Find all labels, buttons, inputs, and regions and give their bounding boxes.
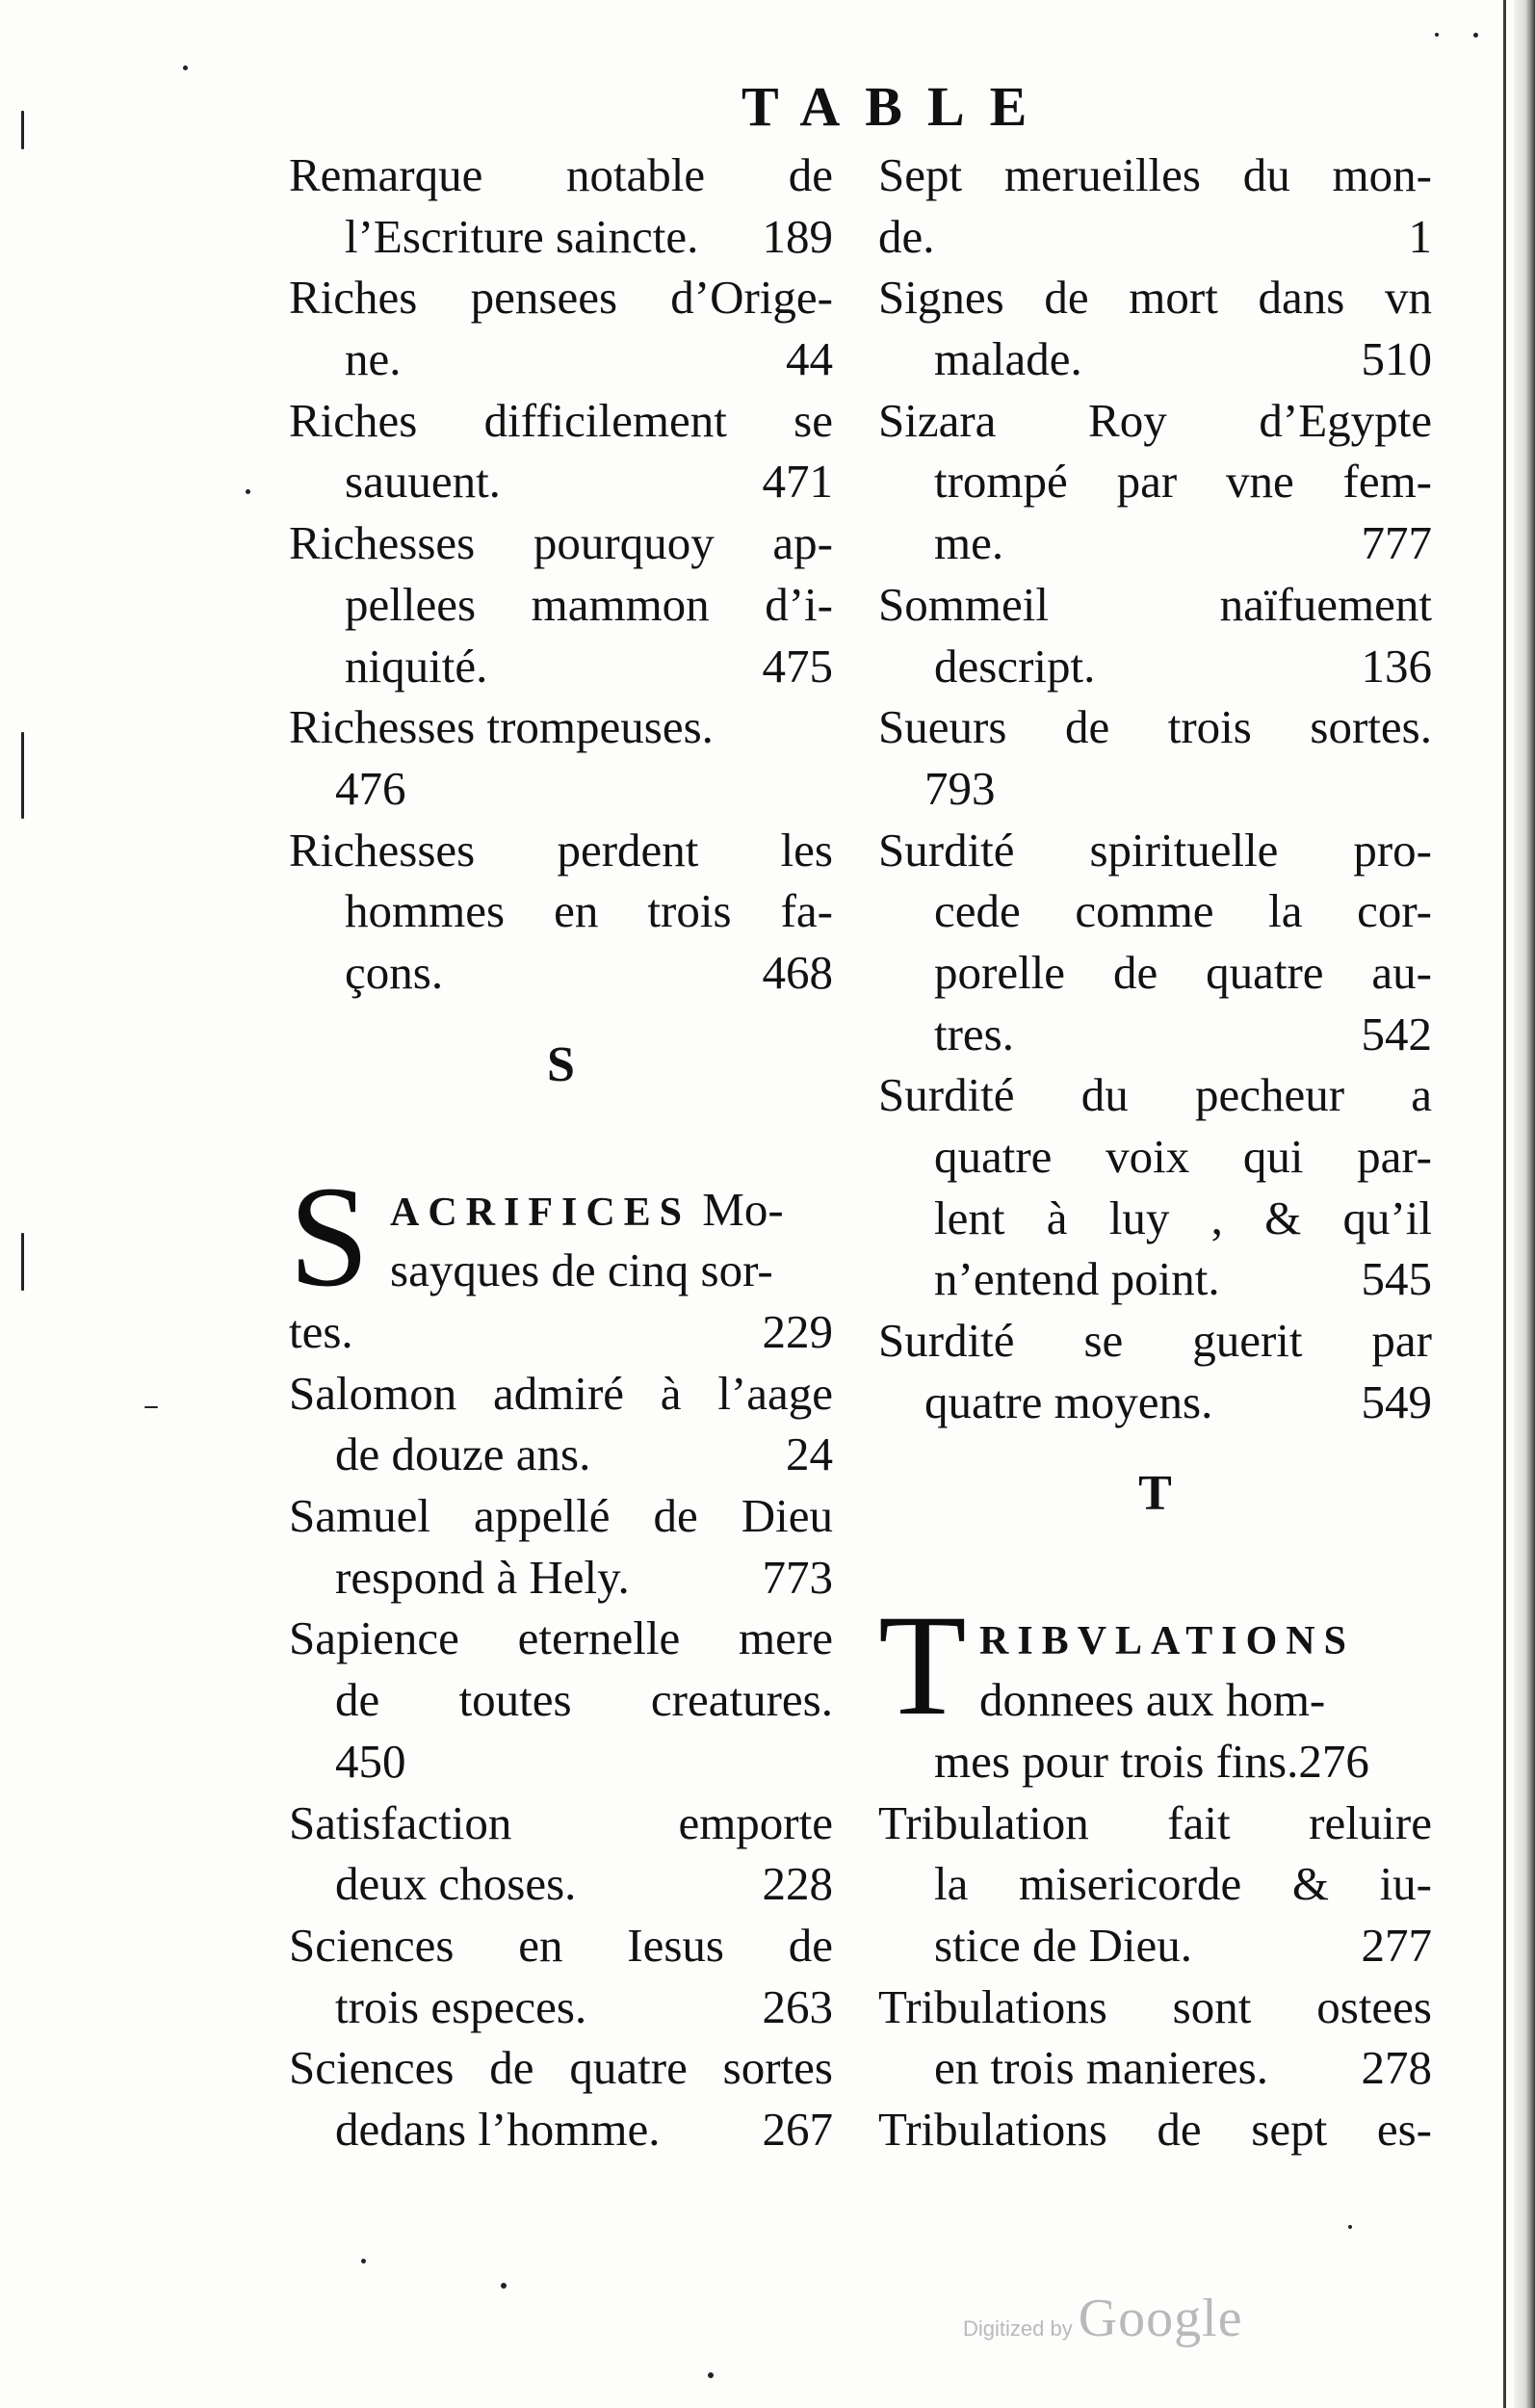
digitized-watermark xyxy=(963,2288,1243,2349)
index-entry xyxy=(878,2099,1432,2160)
entry-line-with-page xyxy=(289,1301,833,1363)
index-entry xyxy=(289,820,833,1004)
entry-line: Richesses trompeuses. xyxy=(289,700,714,754)
index-entry xyxy=(878,1310,1432,1432)
scan-speck xyxy=(21,732,24,819)
entry-line: Surdité du pecheur a xyxy=(878,1068,1432,1122)
page-number: 510 xyxy=(1361,332,1432,386)
entry-line: Surdité se guerit par xyxy=(878,1314,1432,1368)
page-number: 475 xyxy=(762,639,833,693)
dropcap-line-2: donnees aux hom- xyxy=(979,1673,1326,1727)
index-entry xyxy=(878,267,1432,389)
index-entry xyxy=(878,1976,1432,2099)
entry-line: Richesses perdent les xyxy=(289,823,833,877)
entry-line-with-page xyxy=(878,1004,1432,1065)
entry-line-with-page xyxy=(878,636,1432,697)
page-number: 267 xyxy=(762,2102,833,2156)
entry-line: Salomon admiré à l’aage xyxy=(289,1366,833,1420)
index-entry xyxy=(878,1064,1432,1310)
drop-cap-letter: T xyxy=(878,1585,967,1746)
page-number: 276 xyxy=(1298,1734,1369,1788)
entry-line: Sciences de quatre sortes xyxy=(289,2041,833,2095)
scan-speck xyxy=(183,65,188,70)
index-entry xyxy=(289,2037,833,2159)
left-column xyxy=(289,144,833,2160)
entry-line: hommes en trois fa- xyxy=(345,884,833,938)
entry-line-with-page xyxy=(289,1731,833,1793)
entry-text: Mo- xyxy=(702,1182,784,1236)
entry-text: de douze ans. xyxy=(335,1427,591,1481)
entry-line: de toutes creatures. xyxy=(335,1673,833,1727)
entry-text: de. xyxy=(878,209,935,263)
page-number: 24 xyxy=(786,1427,833,1481)
index-entry xyxy=(289,267,833,389)
index-entry xyxy=(289,1793,833,1915)
scan-speck xyxy=(1473,33,1478,38)
page-number: 189 xyxy=(762,209,833,263)
entry-line: Tribulation fait reluire xyxy=(878,1795,1432,1849)
entry-line: cede comme la cor- xyxy=(934,884,1432,938)
digitized-by-text: Digitized by xyxy=(963,2316,1073,2341)
binding-edge xyxy=(1514,0,1535,2408)
scan-speck xyxy=(246,489,250,494)
entry-line: Riches difficilement se xyxy=(289,393,833,447)
smallcaps-word: ACRIFICES xyxy=(390,1190,691,1235)
dropcap-entry xyxy=(878,1585,1432,1792)
entry-line: Richesses pourquoy ap- xyxy=(289,516,833,570)
entry-line: Sizara Roy d’Egypte xyxy=(878,393,1432,447)
entry-line-with-page xyxy=(878,512,1432,574)
entry-line: Surdité spirituelle pro- xyxy=(878,823,1432,877)
page-number: 263 xyxy=(762,1979,833,2033)
entry-line: la misericorde & iu- xyxy=(934,1857,1432,1911)
entry-text: trois especes. xyxy=(335,1979,587,2033)
index-entry xyxy=(289,1363,833,1485)
entry-line-with-page xyxy=(289,1853,833,1915)
index-entry xyxy=(878,1793,1432,1976)
google-logo-text: Google xyxy=(1078,2289,1243,2348)
binding-shadow-line xyxy=(1503,0,1506,2408)
smallcaps-word: RIBVLATIONS xyxy=(979,1619,1355,1664)
entry-line: Sapience eternelle mere xyxy=(289,1611,833,1665)
entry-line: Sueurs de trois sortes. xyxy=(878,700,1432,754)
entry-line-with-page xyxy=(289,206,833,268)
entry-line: trompé par vne fem- xyxy=(934,455,1432,509)
scan-speck xyxy=(708,2372,714,2378)
dropcap-line-1 xyxy=(289,1179,833,1241)
scan-speck xyxy=(501,2283,507,2289)
running-title: TABLE xyxy=(741,75,1053,138)
entry-text: quatre moyens. xyxy=(924,1374,1213,1428)
entry-line-with-page xyxy=(289,1976,833,2038)
index-entry xyxy=(289,512,833,696)
scan-speck xyxy=(21,1233,24,1291)
entry-line: porelle de quatre au- xyxy=(934,945,1432,999)
entry-line: Sommeil naïfuement xyxy=(878,577,1432,631)
page-number: 44 xyxy=(786,332,833,386)
page-number: 228 xyxy=(762,1857,833,1911)
entry-line: Signes de mort dans vn xyxy=(878,271,1432,325)
page-number: 476 xyxy=(335,761,406,815)
page-number: 229 xyxy=(762,1305,833,1358)
entry-line-with-page xyxy=(289,1424,833,1485)
section-heading-s: S xyxy=(547,1036,575,1092)
index-entry xyxy=(289,1608,833,1792)
page-number: 471 xyxy=(762,455,833,509)
scan-speck xyxy=(1348,2225,1352,2229)
page-number: 777 xyxy=(1361,516,1432,570)
index-entry xyxy=(289,696,833,819)
entry-text: l’Escriture saincte. xyxy=(345,209,699,263)
section-heading-t: T xyxy=(1138,1466,1172,1522)
entry-line-with-page xyxy=(289,1547,833,1609)
entry-line-with-page xyxy=(289,636,833,697)
page-number: 793 xyxy=(924,761,996,815)
entry-line-with-page xyxy=(878,1372,1432,1433)
entry-text: dedans l’homme. xyxy=(335,2102,661,2156)
page-number: 542 xyxy=(1361,1007,1432,1060)
page-number: 545 xyxy=(1361,1252,1432,1306)
entry-text: ne. xyxy=(345,332,402,386)
entry-line-with-page xyxy=(289,328,833,390)
page-number: 450 xyxy=(335,1734,406,1788)
page-number: 468 xyxy=(762,945,833,999)
entry-text: n’entend point. xyxy=(934,1252,1220,1306)
entry-text: me. xyxy=(934,516,1004,570)
entry-text: sauuent. xyxy=(345,455,501,509)
section-gap xyxy=(289,1126,833,1179)
entry-line-with-page xyxy=(878,328,1432,390)
entry-line: Sept merueilles du mon- xyxy=(878,148,1432,201)
entry-text: niquité. xyxy=(345,639,488,693)
entry-text: tes. xyxy=(289,1305,353,1358)
entry-line: pellees mammon d’i- xyxy=(345,577,833,631)
entry-text: stice de Dieu. xyxy=(934,1918,1193,1972)
page-number: 1 xyxy=(1408,209,1432,263)
entry-line: Tribulations de sept es- xyxy=(878,2102,1432,2156)
dropcap-line-2: sayques de cinq sor- xyxy=(390,1243,773,1297)
index-entry xyxy=(878,696,1432,819)
scan-speck xyxy=(361,2259,366,2264)
entry-line: Samuel appellé de Dieu xyxy=(289,1489,833,1543)
drop-cap-letter: S xyxy=(289,1156,370,1317)
scan-speck xyxy=(1435,33,1439,37)
dropcap-entry xyxy=(289,1156,833,1363)
entry-line: Riches pensees d’Orige- xyxy=(289,271,833,325)
entry-line: Remarque notable de xyxy=(289,148,833,201)
entry-line-with-page xyxy=(878,1915,1432,1976)
page-number: 549 xyxy=(1361,1374,1432,1428)
entry-text: deux choses. xyxy=(335,1857,577,1911)
entry-line-with-page xyxy=(878,2037,1432,2099)
index-entry xyxy=(878,574,1432,696)
entry-text: çons. xyxy=(345,945,444,999)
entry-line: Satisfaction emporte xyxy=(289,1795,833,1849)
entry-line: Sciences en Iesus de xyxy=(289,1918,833,1972)
right-column xyxy=(878,144,1432,2160)
page-number: 277 xyxy=(1361,1918,1432,1972)
entry-line: lent à luy , & qu’il xyxy=(934,1191,1432,1244)
page-number: 278 xyxy=(1361,2041,1432,2095)
entry-line-with-page xyxy=(289,451,833,512)
entry-line-with-page xyxy=(878,758,1432,820)
index-entry xyxy=(289,1485,833,1608)
entry-line: quatre voix qui par- xyxy=(934,1130,1432,1183)
index-entry xyxy=(289,144,833,267)
page-number: 773 xyxy=(762,1550,833,1604)
scan-speck xyxy=(144,1406,158,1408)
entry-text: mes pour trois fins. xyxy=(934,1734,1299,1788)
entry-line-with-page xyxy=(289,758,833,820)
entry-line-with-page xyxy=(878,1248,1432,1310)
entry-text: en trois manieres. xyxy=(934,2041,1268,2095)
index-entry xyxy=(878,820,1432,1065)
scan-speck xyxy=(21,111,24,149)
index-entry xyxy=(878,390,1432,574)
entry-line: Tribulations sont ostees xyxy=(878,1979,1432,2033)
entry-text: descript. xyxy=(934,639,1096,693)
entry-text: tres. xyxy=(934,1007,1014,1060)
entry-text: respond à Hely. xyxy=(335,1550,630,1604)
entry-text: malade. xyxy=(934,332,1082,386)
index-entry xyxy=(878,144,1432,267)
index-entry xyxy=(289,390,833,512)
entry-line-with-page xyxy=(289,2099,833,2160)
index-entry xyxy=(289,1915,833,2037)
entry-line-with-page xyxy=(878,206,1432,268)
page-number: 136 xyxy=(1361,639,1432,693)
entry-line-with-page xyxy=(289,942,833,1004)
